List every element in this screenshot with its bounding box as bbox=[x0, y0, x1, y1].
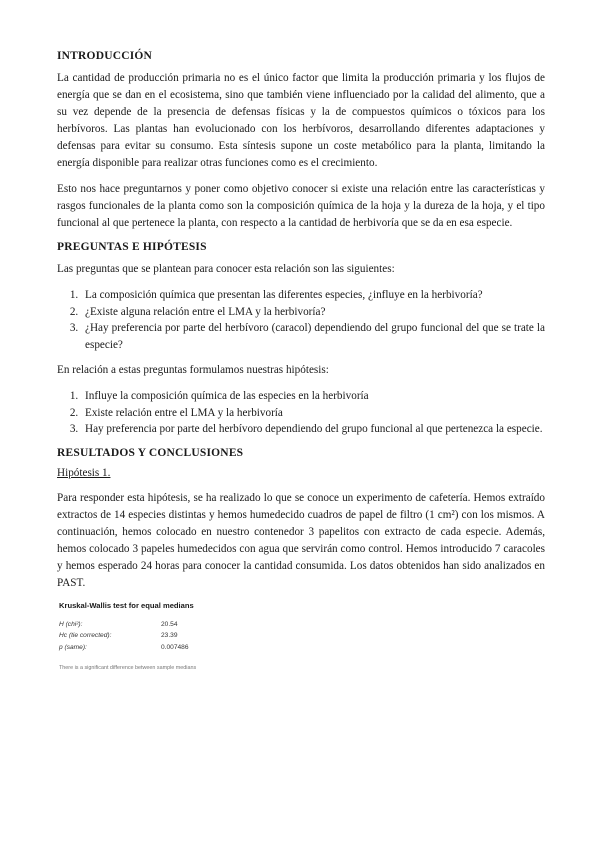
question-item: 3. ¿Hay preferencia por parte del herbívoro (caracol) dependiendo del grupo funcional del que se trate la especie? bbox=[81, 320, 545, 353]
heading-introduccion: INTRODUCCIÓN bbox=[57, 50, 153, 62]
kruskal-note: There is a significant difference between sample medians bbox=[59, 665, 197, 671]
kruskal-row bbox=[59, 642, 545, 654]
hypothesis-item: 3. Hay preferencia por parte del herbívoro dependiendo del grupo funcional al que pertenezca la especie. bbox=[81, 421, 545, 438]
hypothesis-item: 1. Influye la composición química de las especies en la herbivoría bbox=[81, 388, 545, 405]
hypotheses-intro: En relación a estas preguntas formulamos nuestras hipótesis: bbox=[57, 364, 329, 376]
heading-resultados: RESULTADOS Y CONCLUSIONES bbox=[57, 446, 244, 459]
kruskal-row bbox=[59, 619, 545, 631]
kruskal-row-label: p (same): bbox=[59, 643, 87, 651]
hypothesis-1-paragraph: Para responder esta hipótesis, se ha realizado lo que se conoce un experimento de cafetería. Hemos extraído extractos de 14 especies distintas y hemos humedecido cuadros de papel de filtro (1 cm²) con los mismos. A continuación, hemos colocado en nuestro contenedor 3 papelitos con extracto de cada especie. Además, hemos colocado 3 papeles humedecidos con agua que servirán como control. Hemos introducido 7 caracoles y hemos esperado 24 horas para conocer la cantidad consumida. Los datos obtenidos han sido analizados en PAST. bbox=[57, 491, 545, 589]
hypothesis-item: 2. Existe relación entre el LMA y la herbivoría bbox=[81, 405, 545, 422]
kruskal-row bbox=[59, 630, 545, 642]
kruskal-wallis-output bbox=[59, 601, 545, 672]
kruskal-row-value: 23.39 bbox=[161, 632, 178, 639]
intro-paragraph-1: La cantidad de producción primaria no es el único factor que limita la producción primaria y los flujos de energía que se dan en el ecosistema, sino que también viene influenciado por la calidad del alimento, que a su vez depende de la presencia de defensas físicas y la de compuestos químicos o tóxicos para los herbívoros. Las plantas han evolucionado con los herbívoros, desarrollando diferentes adaptaciones y defensas para evitar su consumo. Esta síntesis supone un coste metabólico para la planta, limitando la energía disponible para realizar otras funciones como es el crecimiento. bbox=[57, 72, 545, 169]
hypothesis-1-title: Hipótesis 1. bbox=[57, 466, 111, 479]
kruskal-wallis-title: Kruskal-Wallis test for equal medians bbox=[59, 600, 194, 610]
question-item: 2. ¿Existe alguna relación entre el LMA y la herbivoría? bbox=[81, 304, 545, 321]
kruskal-row-label: Hc (tie corrected): bbox=[59, 632, 112, 639]
questions-intro: Las preguntas que se plantean para conocer esta relación son las siguientes: bbox=[57, 263, 395, 275]
kruskal-row-value: 0.007486 bbox=[161, 643, 189, 651]
kruskal-row-value: 20.54 bbox=[161, 620, 178, 628]
hypotheses-list bbox=[57, 388, 545, 438]
kruskal-row-label: H (chi²): bbox=[59, 620, 83, 628]
intro-paragraph-2: Esto nos hace preguntarnos y poner como objetivo conocer si existe una relación entre las características y rasgos funcionales de la planta como son la composición química de la hoja y la dureza de la hoja, y el tipo funcional al que pertenece la planta, con respecto a la cantidad de herbivoría que se da en esa especie. bbox=[57, 183, 545, 229]
heading-preguntas-hipotesis: PREGUNTAS E HIPÓTESIS bbox=[57, 241, 207, 253]
document-page bbox=[57, 50, 545, 671]
question-item: 1. La composición química que presentan las diferentes especies, ¿influye en la herbivoría? bbox=[81, 287, 545, 304]
questions-list bbox=[57, 287, 545, 353]
